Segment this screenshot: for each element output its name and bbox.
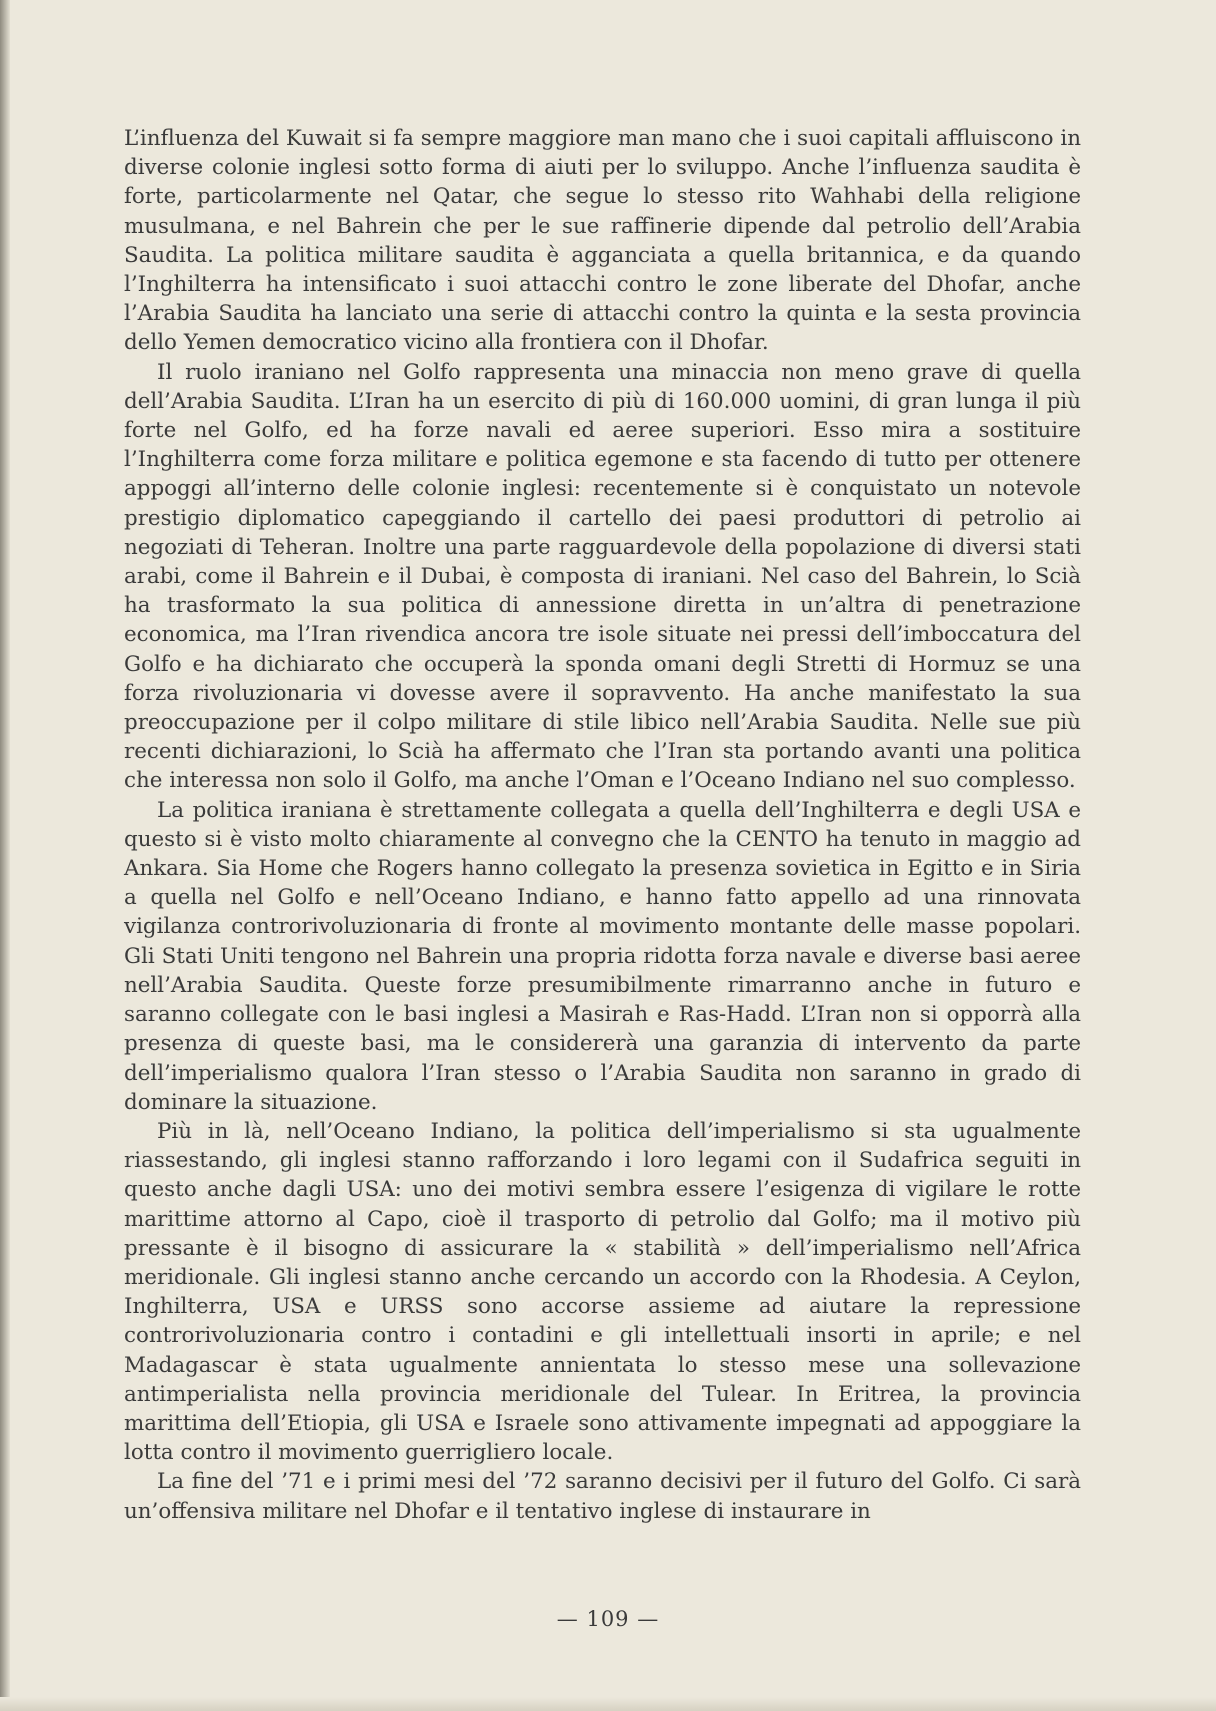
paragraph-4: Più in là, nell’Oceano Indiano, la politica dell’imperialismo si sta ugualmente riassestando, gli inglesi stanno rafforzando i loro legami con il Sudafrica seguiti in questo anche dagli USA: uno dei motivi sembra essere l’esigenza di vigilare le rotte marittime attorno al Capo, cioè il trasporto di petrolio dal Golfo; ma il motivo più pressante è il bisogno di assicurare la « stabilità » dell’imperialismo nell’Africa meridionale. Gli inglesi stanno anche cercando un accordo con la Rhodesia. A Ceylon, Inghilterra, USA e URSS sono accorse assieme ad aiutare la repressione controrivoluzionaria contro i contadini e gli intellettuali insorti in aprile; e nel Madagascar è stata ugualmente annientata lo stesso mese una sollevazione antimperialista nella provincia meridionale del Tulear. In Eritrea, la provincia marittima dell’Etiopia, gli USA e Israele sono attivamente impegnati ad appoggiare la lotta contro il movimento guerrigliero locale.: [124, 1118, 1081, 1466]
paragraph-3: La politica iraniana è strettamente collegata a quella dell’Inghilterra e degli USA e questo si è visto molto chiaramente al convegno che la CENTO ha tenuto in maggio ad Ankara. Sia Home che Rogers hanno collegato la presenza sovietica in Egitto e in Siria a quella nel Golfo e nell’Oceano Indiano, e hanno fatto appello ad una rinnovata vigilanza controrivoluzionaria di fronte al movimento montante delle masse popolari. Gli Stati Uniti tengono nel Bahrein una propria ridotta forza navale e diverse basi aeree nell’Arabia Saudita. Queste forze presumibilmente rimarranno anche in futuro e saranno collegate con le basi inglesi a Masirah e Ras-Hadd. L’Iran non si opporrà alla presenza di queste basi, ma le considererà una garanzia di intervento da parte dell’imperialismo qualora l’Iran stesso o l’Arabia Saudita non saranno in grado di dominare la situazione.: [124, 797, 1081, 1115]
page-binding-shadow: [0, 0, 10, 1711]
paragraph-1: L’influenza del Kuwait si fa sempre maggiore man mano che i suoi capitali affluiscono in diverse colonie inglesi sotto forma di aiuti per lo sviluppo. Anche l’influenza saudita è forte, particolarmente nel Qatar, che segue lo stesso rito Wahhabi della religione musulmana, e nel Bahrein che per le sue raffinerie dipende dal petrolio dell’Arabia Saudita. La politica militare saudita è agganciata a quella britannica, e da quando l’Inghilterra ha intensificato i suoi attacchi contro le zone liberate del Dhofar, anche l’Arabia Saudita ha lanciato una serie di attacchi contro la quinta e la sesta provincia dello Yemen democratico vicino alla frontiera con il Dhofar.: [124, 126, 1081, 356]
paragraph-5: La fine del ’71 e i primi mesi del ’72 saranno decisivi per il futuro del Golfo. Ci sarà un’offensiva militare nel Dhofar e il tentativo inglese di instaurare in: [124, 1469, 1081, 1524]
page-bottom-edge: [0, 1697, 1216, 1711]
page-number: — 109 —: [556, 1607, 660, 1631]
paragraph-2: Il ruolo iraniano nel Golfo rappresenta una minaccia non meno grave di quella dell’Arabia Saudita. L’Iran ha un esercito di più di 160.000 uomini, di gran lunga il più forte nel Golfo, ed ha forze navali ed aeree superiori. Esso mira a sostituire l’Inghilterra come forza militare e politica egemone e sta facendo di tutto per ottenere appoggi all’interno delle colonie inglesi: recentemente si è conquistato un notevole prestigio diplomatico capeggiando il cartello dei paesi produttori di petrolio ai negoziati di Teheran. Inoltre una parte ragguardevole della popolazione di diversi stati arabi, come il Bahrein e il Dubai, è composta di iraniani. Nel caso del Bahrein, lo Scià ha trasformato la sua politica di annessione diretta in un’altra di penetrazione economica, ma l’Iran rivendica ancora tre isole situate nei pressi dell’imboccatura del Golfo e ha dichiarato che occuperà la sponda omani degli Stretti di Hormuz se una forza rivoluzionaria vi dovesse avere il sopravvento. Ha anche manifestato la sua preoccupazione per il colpo militare di stile libico nell’Arabia Saudita. Nelle sue più recenti dichiarazioni, lo Scià ha affermato che l’Iran sta portando avanti una politica che interessa non solo il Golfo, ma anche l’Oman e l’Oceano Indiano nel suo complesso.: [124, 359, 1081, 794]
body-text: [124, 124, 1081, 1526]
